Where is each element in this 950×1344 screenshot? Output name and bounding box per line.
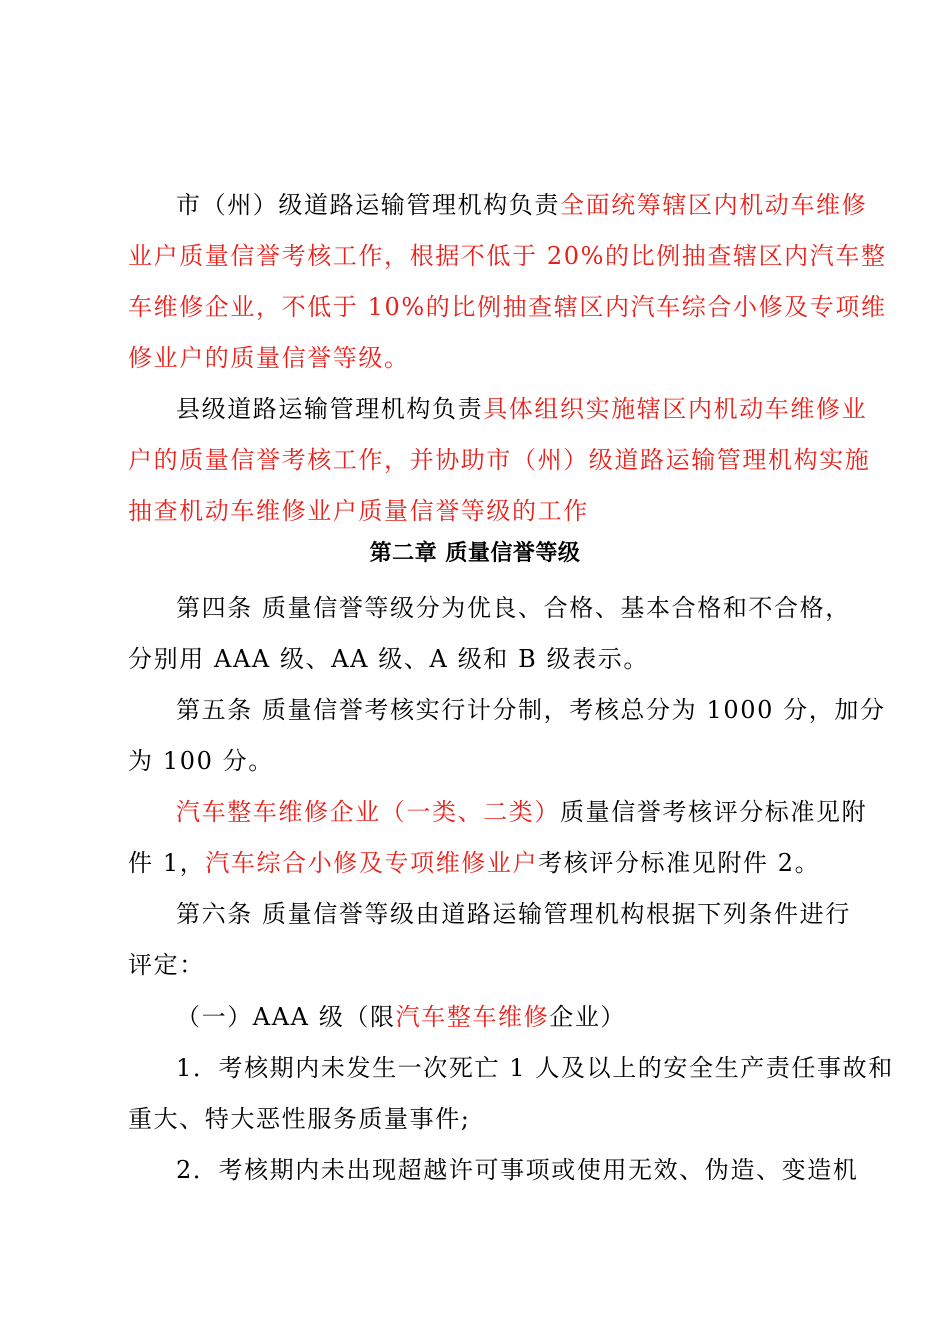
text-segment: 件 1，: [128, 849, 206, 877]
paragraph-2-line-3: 抽查机动车维修业户质量信誉等级的工作: [128, 497, 589, 525]
paragraph-1-line-4: 修业户的质量信誉等级。: [128, 344, 410, 372]
attachment-line-2: [0, 843, 950, 883]
article-5-line-2: 为 100 分。: [128, 747, 274, 775]
paragraph-2-line-2: 户的质量信誉考核工作，并协助市（州）级道路运输管理机构实施: [128, 446, 871, 474]
article-4-line-2: 分别用 AAA 级、AA 级、A 级和 B 级表示。: [128, 645, 650, 673]
article-5-line-1: 第五条 质量信誉考核实行计分制，考核总分为 1000 分，加分: [176, 696, 886, 724]
article-6-line-2: 评定：: [128, 951, 205, 979]
text-segment: 县级道路运输管理机构负责: [176, 395, 484, 423]
paragraph-1-line-3: 车维修企业，不低于 10%的比例抽查辖区内汽车综合小修及专项维: [128, 293, 887, 321]
paragraph-1-line-2: 业户质量信誉考核工作，根据不低于 20%的比例抽查辖区内汽车整: [128, 242, 887, 270]
highlighted-text: 全面统筹辖区内机动车维修: [560, 191, 868, 219]
article-4-line-1: 第四条 质量信誉等级分为优良、合格、基本合格和不合格，: [176, 594, 851, 622]
highlighted-text: 具体组织实施辖区内机动车维修业: [483, 395, 868, 423]
chapter-heading: 第二章 质量信誉等级: [369, 541, 581, 566]
paragraph-1-line-1: [0, 185, 950, 225]
text-segment: 市（州）级道路运输管理机构负责: [176, 191, 560, 219]
item-2-line-1: 2．考核期内未出现超越许可事项或使用无效、伪造、变造机: [176, 1156, 859, 1184]
item-1-line-1: 1．考核期内未发生一次死亡 1 人及以上的安全生产责任事故和: [176, 1054, 894, 1082]
text-segment: 企业）: [549, 1003, 627, 1031]
aaa-level-heading: [0, 997, 950, 1037]
item-1-line-2: 重大、特大恶性服务质量事件;: [128, 1105, 471, 1133]
attachment-line-1: [0, 792, 950, 832]
paragraph-2-line-1: [0, 389, 950, 429]
highlighted-text: 汽车整车维修企业（一类、二类）: [176, 798, 560, 826]
article-6-line-1: 第六条 质量信誉等级由道路运输管理机构根据下列条件进行: [176, 900, 851, 928]
text-segment: （一）AAA 级（限: [176, 1003, 396, 1031]
text-segment: 考核评分标准见附件 2。: [538, 849, 821, 877]
text-segment: 质量信誉考核评分标准见附: [560, 798, 868, 826]
highlighted-text: 汽车整车维修: [395, 1003, 550, 1031]
highlighted-text: 汽车综合小修及专项维修业户: [205, 849, 539, 877]
